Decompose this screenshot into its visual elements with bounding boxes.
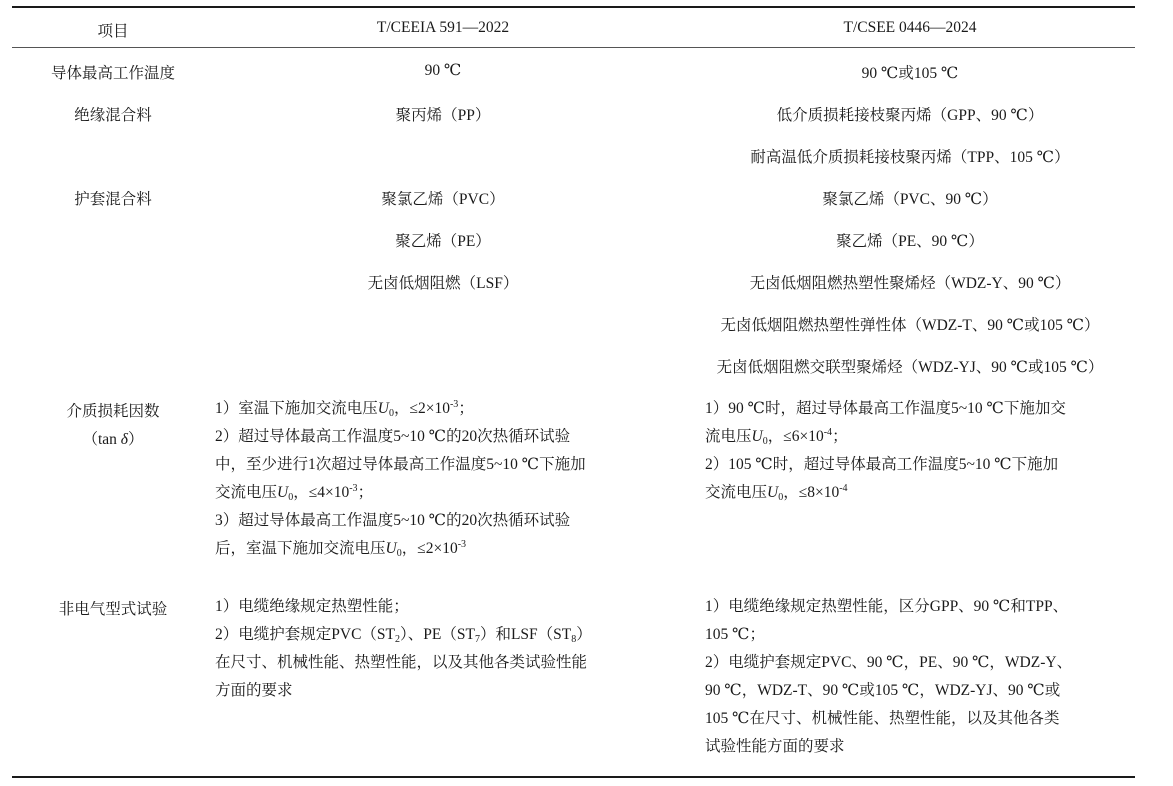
csee-ne-line-3: 2）电缆护套规定PVC、90 ℃，PE、90 ℃，WDZ-Y、 [705, 654, 1073, 671]
ceeia-tan-line-3: 中，至少进行1次超过导体最高工作温度5~10 ℃下施加 [215, 456, 586, 473]
csee-insulation-tpp: 耐高温低介质损耗接枝聚丙烯（TPP、105 ℃） [750, 149, 1070, 166]
csee-sheath-pvc: 聚氯乙烯（PVC、90 ℃） [822, 191, 998, 208]
ceeia-tan-line-6: 后，室温下施加交流电压$U_0$，$\le 2\times 10^{-3}$ [215, 539, 467, 559]
table-bottom-rule [12, 776, 1135, 778]
ceeia-tan-line-2: 2）超过导体最高工作温度5~10 ℃的20次热循环试验 [215, 428, 571, 445]
ceeia-sheath-lsf: 无卤低烟阻燃（LSF） [367, 275, 519, 292]
csee-sheath-wdz-yj: 无卤低烟阻燃交联型聚烯烃（WDZ-YJ、90 ℃或105 ℃） [716, 359, 1104, 376]
csee-ne-line-2: 105 ℃； [705, 626, 765, 643]
csee-ne-line-5: 105 ℃在尺寸、机械性能、热塑性能，以及其他各类 [705, 710, 1060, 727]
header-ceeia: T/CEEIA 591—2022 [376, 19, 510, 36]
csee-ne-line-1: 1）电缆绝缘规定热塑性能，区分GPP、90 ℃和TPP、 [705, 598, 1069, 615]
csee-tan-delta [705, 395, 1137, 507]
csee-tan-line-3: 2）105 ℃时，超过导体最高工作温度5~10 ℃下施加 [705, 456, 1059, 473]
ceeia-sheath-pvc: 聚氯乙烯（PVC） [381, 191, 505, 208]
row-item-insulation: 绝缘混合料 [74, 107, 152, 124]
ceeia-tan-line-1: 1）室温下施加交流电压$U_0$，$\le 2\times 10^{-3}$； [215, 399, 474, 419]
csee-non-electrical [705, 593, 1137, 761]
csee-ne-line-6: 试验性能方面的要求 [705, 738, 845, 755]
row-item-non-electrical: 非电气型式试验 [58, 601, 168, 618]
csee-tan-line-2: 流电压$U_0$，$\le 6\times 10^{-4}$； [705, 427, 848, 447]
header-csee: T/CSEE 0446—2024 [843, 19, 977, 36]
ceeia-insulation: 聚丙烯（PP） [395, 107, 491, 124]
row-item-sheath: 护套混合料 [74, 191, 152, 208]
ceeia-ne-line-3: 在尺寸、机械性能、热塑性能，以及其他各类试验性能 [215, 654, 588, 671]
row-item-tan-delta-symbol: （tan δ） [82, 431, 144, 448]
ceeia-ne-line-4: 方面的要求 [215, 682, 293, 699]
ceeia-tan-line-5: 3）超过导体最高工作温度5~10 ℃的20次热循环试验 [215, 512, 571, 529]
ceeia-tan-delta [215, 395, 667, 563]
csee-sheath-wdz-y: 无卤低烟阻燃热塑性聚烯烃（WDZ-Y、90 ℃） [749, 275, 1071, 292]
row-item-max-temp: 导体最高工作温度 [50, 65, 176, 82]
csee-tan-line-4: 交流电压$U_0$，$\le 8\times 10^{-4}$ [705, 483, 848, 503]
csee-sheath-wdz-t: 无卤低烟阻燃热塑性弹性体（WDZ-T、90 ℃或105 ℃） [720, 317, 1100, 334]
ceeia-ne-line-1: 1）电缆绝缘规定热塑性能； [215, 598, 409, 615]
ceeia-non-electrical [215, 593, 667, 705]
csee-insulation-gpp: 低介质损耗接枝聚丙烯（GPP、90 ℃） [776, 107, 1044, 124]
csee-sheath-pe: 聚乙烯（PE、90 ℃） [836, 233, 984, 250]
table-top-rule [12, 6, 1135, 8]
ceeia-ne-line-2: 2）电缆护套规定$PVC(ST_2)$、$PE(ST_7)$和$LSF(ST_8)$ [215, 626, 592, 645]
header-item: 项目 [97, 23, 129, 40]
row-item-tan-delta: 介质损耗因数 [66, 403, 160, 420]
ceeia-tan-line-4: 交流电压$U_0$，$\le 4\times 10^{-3}$； [215, 483, 374, 503]
csee-tan-line-1: 1）90 ℃时，超过导体最高工作温度5~10 ℃下施加交 [705, 400, 1066, 417]
ceeia-max-temp: 90 ℃ [424, 62, 462, 79]
csee-max-temp: 90 ℃或105 ℃ [861, 65, 959, 82]
csee-ne-line-4: 90 ℃，WDZ-T、90 ℃或105 ℃，WDZ-YJ、90 ℃或 [705, 682, 1061, 699]
header-bottom-rule [12, 47, 1135, 48]
ceeia-sheath-pe: 聚乙烯（PE） [395, 233, 491, 250]
